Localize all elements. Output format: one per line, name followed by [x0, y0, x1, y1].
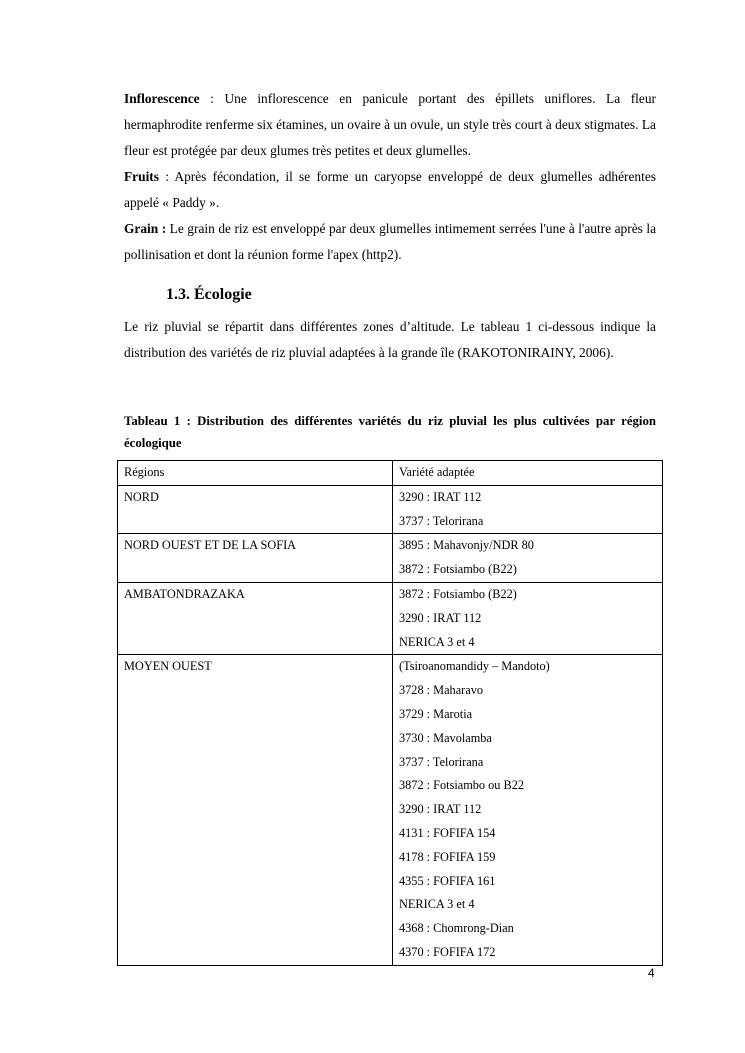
variety-item: NERICA 3 et 4: [399, 634, 475, 649]
variety-item: 3728 : Maharavo: [399, 683, 484, 698]
term-grain: Grain :: [124, 221, 167, 236]
variety-item: 4178 : FOFIFA 159: [399, 849, 496, 864]
variety-item: 3872 : Fotsiambo (B22): [399, 562, 517, 577]
variety-item: 3737 : Telorirana: [399, 754, 484, 769]
region-cell: AMBATONDRAZAKA: [118, 582, 393, 654]
page-number: 4: [648, 966, 655, 980]
table-caption: Tableau 1 : Distribution des différentes variétés du riz pluvial les plus cultivées par région écologique: [124, 414, 656, 450]
table-row: [118, 534, 663, 583]
text-inflorescence: : Une inflorescence en panicule portant des épillets uniflores. La fleur hermaphrodite renferme six étamines, un ovaire à un ovule, un style très court à deux stigmates. La fleur est protégée par deux glumes très petites et deux glumelles.: [124, 91, 656, 158]
term-fruits: Fruits: [124, 169, 159, 184]
variety-item: 4355 : FOFIFA 161: [399, 873, 496, 888]
section-body: Le riz pluvial se répartit dans différentes zones d’altitude. Le tableau 1 ci-dessous indique la distribution des variétés de riz pluvial adaptées à la grande île (RAKOTONIRAINY, 2006).: [124, 319, 656, 360]
table-row: [118, 582, 663, 654]
variety-cell: [393, 655, 663, 965]
text-grain: Le grain de riz est enveloppé par deux glumelles intimement serrées l'une à l'autre après la pollinisation et dont la réunion forme l'apex (http2).: [124, 221, 657, 262]
text-fruits: : Après fécondation, il se forme un caryopse enveloppé de deux glumelles adhérentes appelé « Paddy ».: [124, 169, 656, 210]
variety-item: 4368 : Chomrong-Dian: [399, 921, 514, 936]
variety-item: NERICA 3 et 4: [399, 897, 475, 912]
variety-item: 3290 : IRAT 112: [399, 802, 482, 817]
variety-cell: [393, 485, 663, 534]
variety-item: 3872 : Fotsiambo ou B22: [399, 778, 525, 793]
paragraph-grain: [124, 216, 656, 268]
region-cell: MOYEN OUEST: [118, 655, 393, 965]
variety-item: (Tsiroanomandidy – Mandoto): [399, 659, 550, 674]
variety-item: 3737 : Telorirana: [399, 513, 484, 528]
variety-item: 3290 : IRAT 112: [399, 610, 482, 625]
variety-cell: [393, 582, 663, 654]
region-cell: NORD: [118, 485, 393, 534]
paragraph-fruits: [124, 164, 656, 216]
region-cell: NORD OUEST ET DE LA SOFIA: [118, 534, 393, 583]
variety-item: 3729 : Marotia: [399, 706, 473, 721]
variety-item: 3872 : Fotsiambo (B22): [399, 586, 517, 601]
variety-item: 4131 : FOFIFA 154: [399, 825, 496, 840]
table-header-row: [118, 461, 663, 486]
varieties-table: [117, 460, 663, 966]
header-varieties: Variété adaptée: [393, 461, 663, 486]
section-heading: 1.3. Écologie: [166, 286, 252, 303]
variety-item: 3290 : IRAT 112: [399, 489, 482, 504]
table-row: [118, 485, 663, 534]
term-inflorescence: Inflorescence: [124, 91, 200, 106]
variety-item: 3895 : Mahavonjy/NDR 80: [399, 538, 534, 553]
variety-item: 4370 : FOFIFA 172: [399, 944, 496, 959]
paragraph-inflorescence: [124, 86, 656, 164]
page-content: [124, 86, 657, 959]
variety-item: 3730 : Mavolamba: [399, 730, 492, 745]
header-regions: Régions: [118, 461, 393, 486]
table-row: [118, 655, 663, 965]
variety-cell: [393, 534, 663, 583]
